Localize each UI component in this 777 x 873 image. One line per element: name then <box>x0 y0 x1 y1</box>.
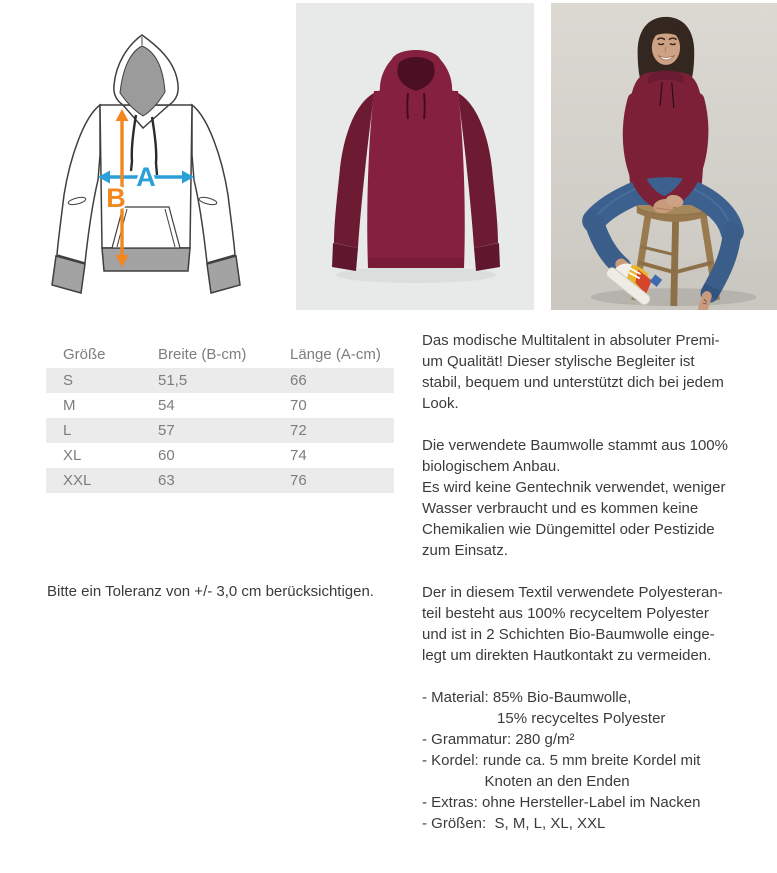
description-spec-list <box>422 687 767 834</box>
size-cell: 72 <box>273 418 394 443</box>
size-cell: M <box>63 397 76 414</box>
size-cell: XL <box>63 447 82 464</box>
spec-line-material: - Material: 85% Bio-Baumwolle, <box>422 689 632 706</box>
table-row <box>46 368 394 393</box>
description-line: um Qualität! Dieser stylische Begleiter ist <box>422 353 695 370</box>
spec-line-material-2: 15% recyceltes Polyester <box>422 710 666 727</box>
description-paragraph <box>422 582 767 666</box>
spec-line-extras: - Extras: ohne Hersteller-Label im Nacken <box>422 794 701 811</box>
model-photo-image[interactable] <box>551 3 777 310</box>
description-paragraph <box>422 330 767 414</box>
size-table-header-breite: Breite (B-cm) <box>141 340 273 368</box>
description-line: teil besteht aus 100% recyceltem Polyester <box>422 605 709 622</box>
size-cell: 66 <box>273 368 394 393</box>
label-b: B <box>106 183 126 213</box>
size-cell: S <box>46 368 141 393</box>
description-line: und ist in 2 Schichten Bio-Baumwolle einge- <box>422 626 715 643</box>
table-row <box>46 443 394 468</box>
size-cell: XXL <box>46 468 141 493</box>
product-photo-illustration <box>296 3 534 310</box>
size-cell: 54 <box>158 397 175 414</box>
product-photo-image[interactable] <box>296 3 534 310</box>
description-line: Die verwendete Baumwolle stammt aus 100% <box>422 437 728 454</box>
size-table-container <box>46 340 394 493</box>
product-description <box>422 330 767 834</box>
spec-line-kordel: - Kordel: runde ca. 5 mm breite Kordel mit <box>422 752 701 769</box>
size-table-header-row <box>46 340 394 368</box>
size-cell: L <box>46 418 141 443</box>
model-photo-illustration <box>551 3 777 310</box>
description-line: Wasser verbraucht und es kommen keine <box>422 500 699 517</box>
size-cell: 74 <box>290 447 307 464</box>
size-table-header-groesse: Größe <box>46 340 141 368</box>
spec-line-grammatur: - Grammatur: 280 g/m² <box>422 731 575 748</box>
size-diagram-illustration <box>40 5 252 305</box>
size-cell: 57 <box>141 418 273 443</box>
spec-line-kordel-2: Knoten an den Enden <box>422 773 630 790</box>
size-cell: 63 <box>141 468 273 493</box>
table-row <box>46 393 394 418</box>
label-a: A <box>136 162 156 192</box>
description-line: stabil, bequem und unterstützt dich bei jedem <box>422 374 724 391</box>
size-cell: 60 <box>158 447 175 464</box>
size-cell: 70 <box>290 397 307 414</box>
description-line: Look. <box>422 395 459 412</box>
tolerance-note: Bitte ein Toleranz von +/- 3,0 cm berücksichtigen. <box>47 583 374 600</box>
description-line: Es wird keine Gentechnik verwendet, weniger <box>422 479 726 496</box>
size-table <box>46 340 394 493</box>
table-row <box>46 468 394 493</box>
size-diagram-image[interactable] <box>40 5 252 305</box>
description-line: Chemikalien wie Düngemittel oder Pestizide <box>422 521 715 538</box>
description-line: Das modische Multitalent in absoluter Premi- <box>422 332 720 349</box>
description-line: zum Einsatz. <box>422 542 508 559</box>
description-line: biologischem Anbau. <box>422 458 561 475</box>
description-line: Der in diesem Textil verwendete Polyesteran- <box>422 584 723 601</box>
spec-line-groessen: - Größen: S, M, L, XL, XXL <box>422 815 606 832</box>
size-table-header-laenge: Länge (A-cm) <box>273 340 394 368</box>
size-cell: 51,5 <box>141 368 273 393</box>
size-cell: 76 <box>273 468 394 493</box>
description-paragraph <box>422 435 767 561</box>
table-row <box>46 418 394 443</box>
description-line: legt um direkten Hautkontakt zu vermeiden. <box>422 647 712 664</box>
